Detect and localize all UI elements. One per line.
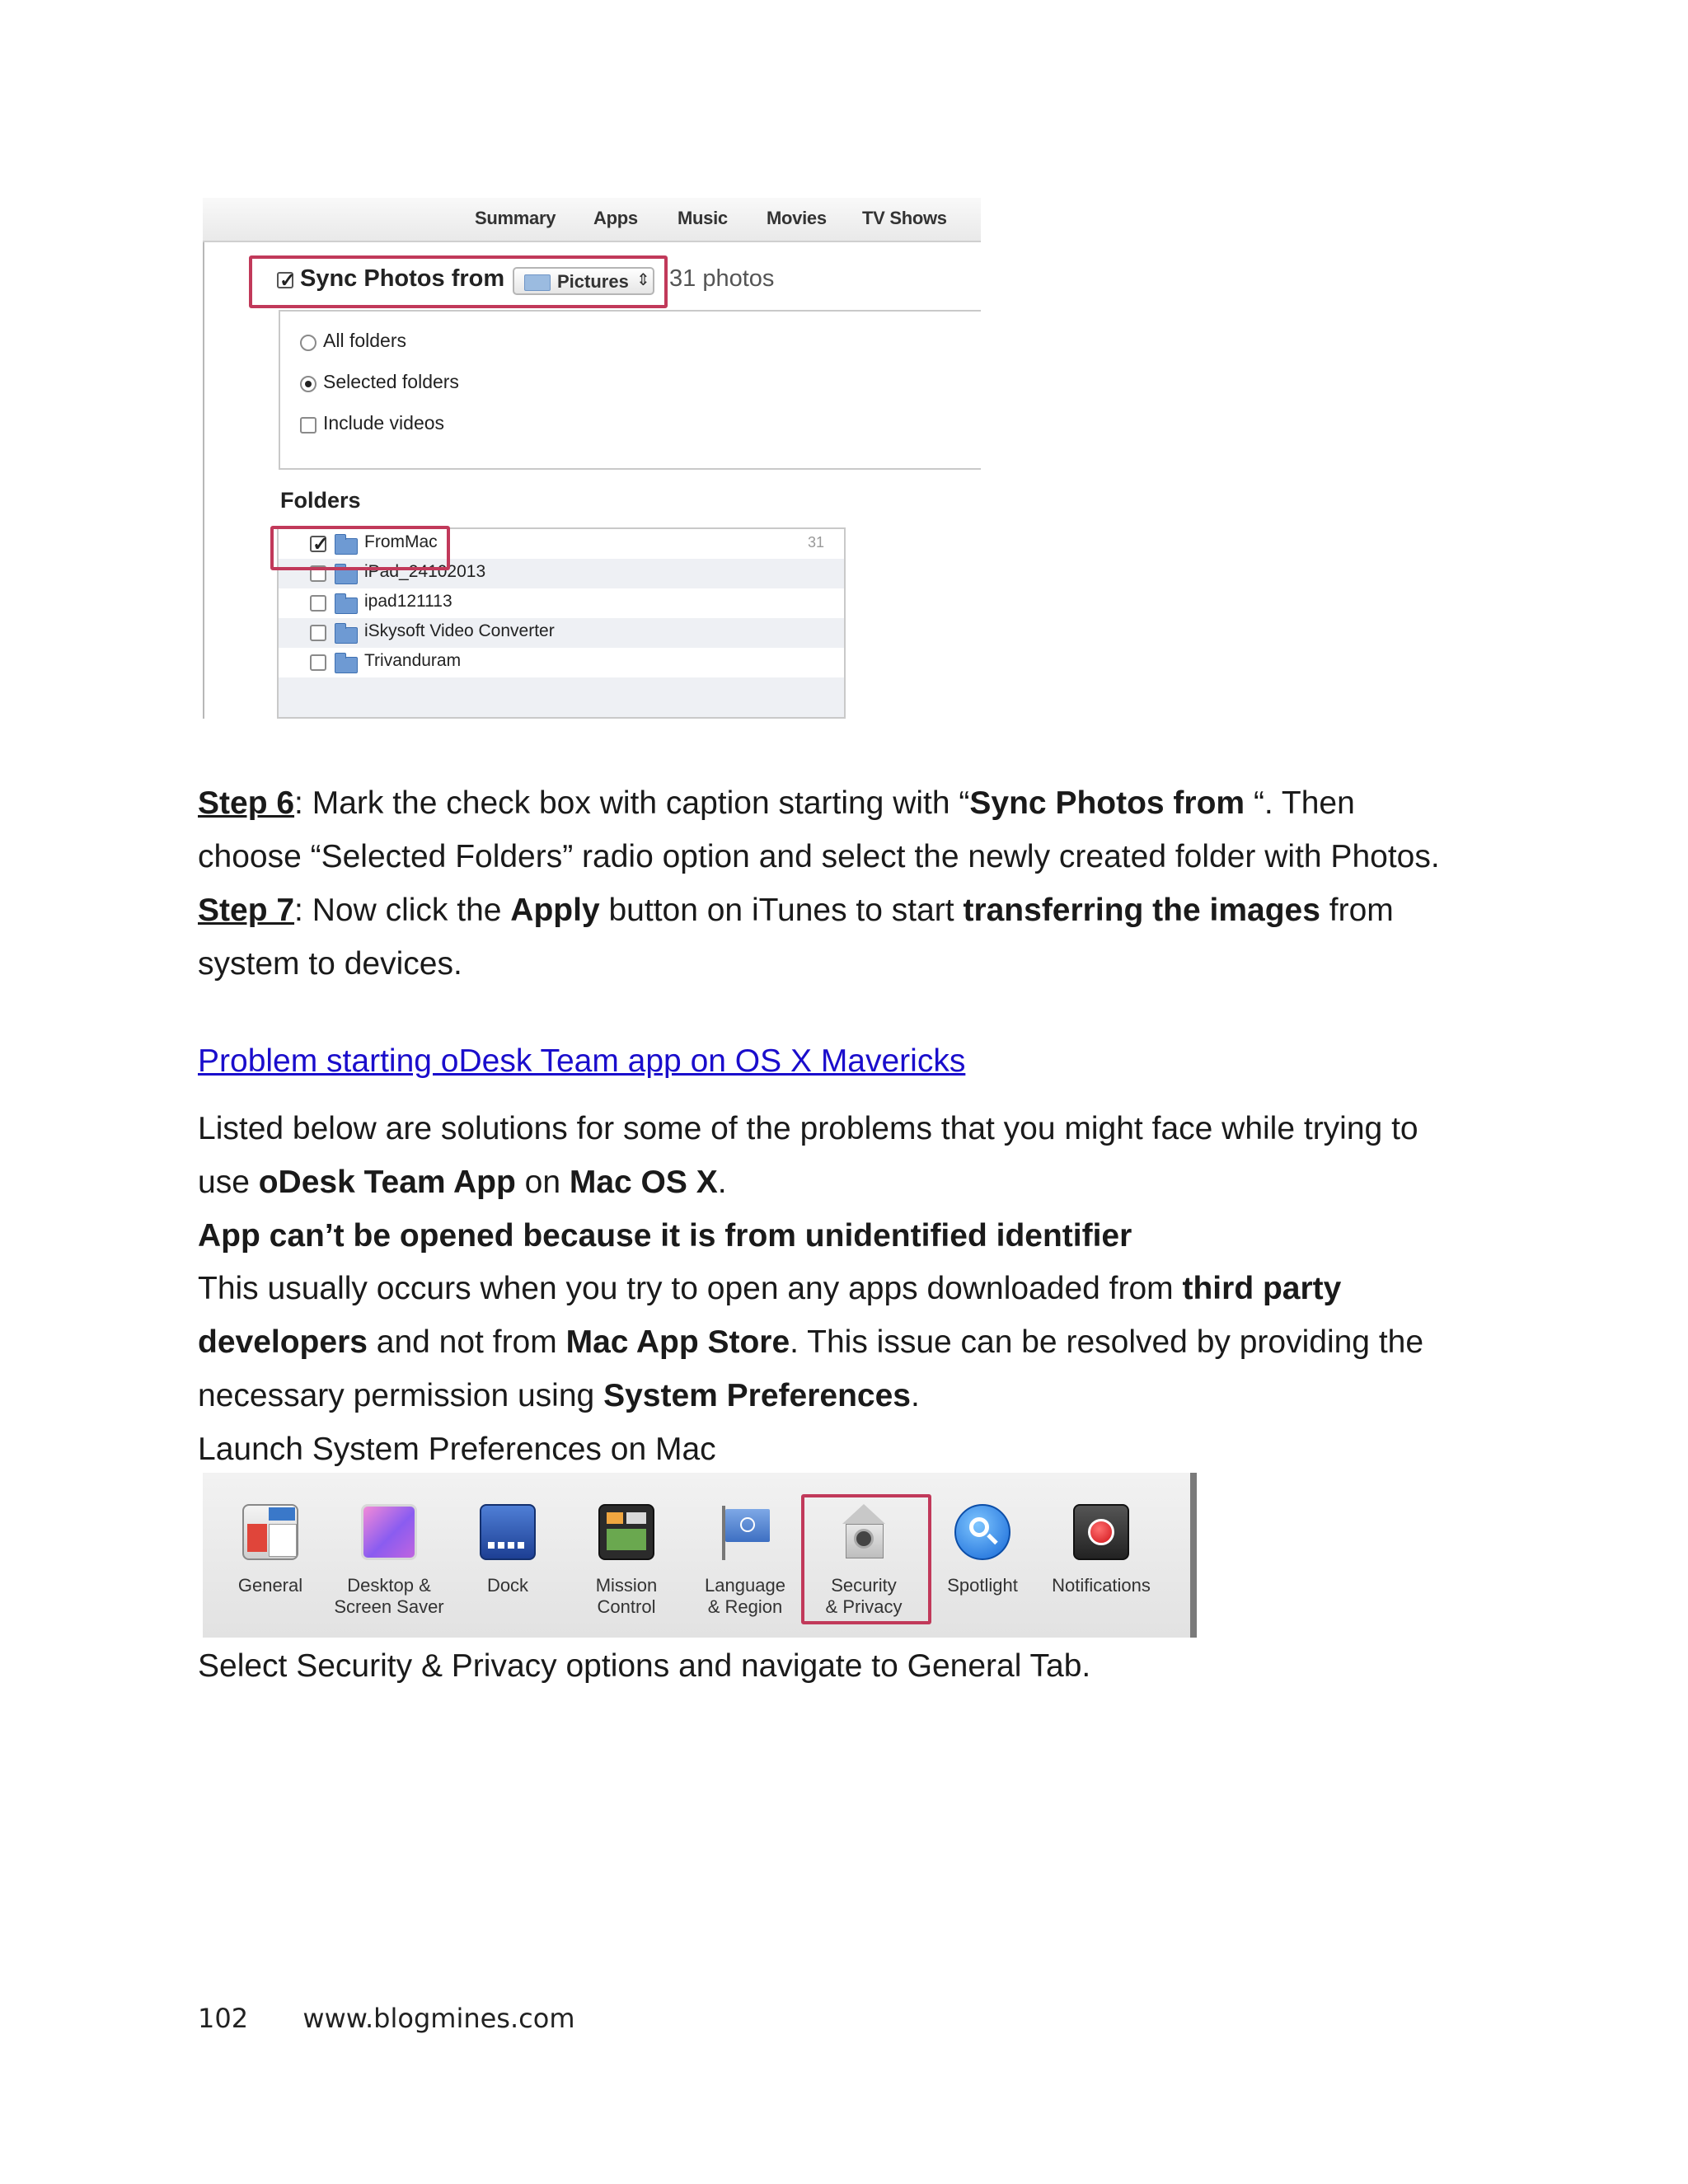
select-security-text: Select Security & Privacy options and navigate to General Tab. — [198, 1648, 1091, 1684]
folder-checkbox[interactable] — [310, 595, 326, 612]
itunes-photos-screenshot — [203, 198, 981, 719]
sync-photos-label: Sync Photos from — [300, 265, 505, 292]
desktop-icon — [361, 1504, 417, 1560]
tab-music[interactable]: Music — [678, 208, 728, 228]
tab-summary[interactable]: Summary — [475, 208, 556, 228]
highlight-security-privacy — [801, 1494, 931, 1624]
pref-label: Security & Privacy — [825, 1575, 903, 1617]
pictures-folder-icon — [524, 274, 551, 291]
bold-run: transferring the images — [963, 893, 1320, 928]
text-run: : Mark the check box with caption starting with “ — [294, 785, 970, 821]
pref-label: Language & Region — [705, 1575, 785, 1617]
text-run: use — [198, 1165, 259, 1200]
radio-all-folders[interactable] — [300, 335, 316, 351]
folder-name: FromMac — [364, 532, 438, 551]
step7-line1 — [198, 892, 1394, 930]
para2-line3 — [198, 1377, 920, 1415]
step7-line2: system to devices. — [198, 946, 462, 982]
subheading: App can’t be opened because it is from unidentified identifier — [198, 1218, 1132, 1254]
photo-count: 31 photos — [669, 265, 775, 292]
pref-desktop-screen-saver[interactable] — [331, 1473, 447, 1638]
bold-run: System Preferences — [603, 1378, 911, 1413]
folder-row-ipad121113[interactable] — [279, 588, 844, 618]
pref-notifications[interactable] — [1043, 1473, 1159, 1638]
para2-line2 — [198, 1324, 1423, 1361]
notifications-icon — [1073, 1504, 1129, 1560]
step6-line2: choose “Selected Folders” radio option and select the newly created folder with Photos. — [198, 839, 1440, 874]
folder-name: iPad_24102013 — [364, 562, 486, 581]
sync-photos-checkbox[interactable] — [277, 272, 293, 288]
pref-label: Desktop & Screen Saver — [334, 1575, 444, 1617]
step7-label: Step 7 — [198, 893, 295, 928]
odesk-mavericks-link[interactable]: Problem starting oDesk Team app on OS X Mavericks — [198, 1043, 966, 1079]
include-videos-checkbox[interactable] — [300, 417, 316, 434]
text-run: and not from — [367, 1324, 566, 1360]
folder-checkbox[interactable] — [310, 625, 326, 641]
highlight-frommac — [270, 526, 450, 570]
bold-run: oDesk Team App — [258, 1165, 516, 1200]
bold-run: Mac App Store — [565, 1324, 790, 1360]
option-all-folders: All folders — [323, 330, 406, 351]
pref-mission-control[interactable] — [569, 1473, 684, 1638]
tab-movies[interactable]: Movies — [767, 208, 827, 228]
tab-tv-shows[interactable]: TV Shows — [862, 208, 947, 228]
pref-language-region[interactable] — [687, 1473, 803, 1638]
pref-label: Spotlight — [947, 1575, 1018, 1596]
bold-run: Sync Photos from — [969, 785, 1245, 821]
step6-label: Step 6 — [198, 785, 295, 821]
spotlight-magnifier-icon — [954, 1504, 1010, 1560]
general-icon — [242, 1504, 298, 1560]
footer-site: www.blogmines.com — [302, 2003, 575, 2034]
bold-run: Apply — [510, 893, 600, 928]
text-run: This usually occurs when you try to open any apps downloaded from — [198, 1271, 1183, 1306]
text-run: from — [1320, 893, 1394, 928]
option-selected-folders: Selected folders — [323, 371, 459, 392]
pref-label: Notifications — [1052, 1575, 1151, 1596]
para1-line2 — [198, 1164, 727, 1202]
pictures-select[interactable] — [513, 267, 654, 295]
page-footer — [198, 2003, 574, 2034]
window-edge — [1190, 1473, 1197, 1638]
text-run: . — [910, 1378, 920, 1413]
tab-apps[interactable]: Apps — [593, 208, 638, 228]
option-include-videos: Include videos — [323, 412, 445, 434]
page-number: 102 — [198, 2003, 249, 2034]
bold-run: developers — [198, 1324, 368, 1360]
mission-control-icon — [598, 1504, 654, 1560]
language-flag-icon — [717, 1504, 773, 1560]
text-run: on — [515, 1165, 570, 1200]
folder-name: Trivanduram — [364, 651, 462, 670]
itunes-tab-bar — [203, 198, 981, 242]
step6-line1 — [198, 785, 1355, 823]
folder-icon — [335, 598, 358, 614]
text-run: button on iTunes to start — [599, 893, 964, 928]
folder-row-trivanduram[interactable] — [279, 648, 844, 677]
pref-label: General — [237, 1575, 303, 1596]
bold-run: third party — [1182, 1271, 1342, 1306]
folder-row-iskysoft[interactable] — [279, 618, 844, 648]
text-run: . — [717, 1165, 727, 1200]
text-run: . This issue can be resolved by providing the — [790, 1324, 1424, 1360]
pref-label: Mission Control — [595, 1575, 658, 1617]
folder-row-empty — [279, 677, 844, 717]
system-preferences-screenshot — [203, 1473, 1197, 1638]
para1-line1: Listed below are solutions for some of the problems that you might face while trying to — [198, 1111, 1418, 1146]
folder-icon — [335, 568, 358, 584]
text-run: “. Then — [1245, 785, 1355, 821]
para2-line1 — [198, 1270, 1341, 1308]
pref-label: Dock — [486, 1575, 529, 1596]
select-arrows-icon: ⇕ — [636, 271, 650, 289]
pref-general[interactable] — [213, 1473, 328, 1638]
bold-run: Mac OS X — [569, 1165, 718, 1200]
pref-dock[interactable] — [450, 1473, 565, 1638]
folder-count: 31 — [808, 534, 825, 551]
window-edge — [203, 198, 204, 719]
text-run: necessary permission using — [198, 1378, 604, 1413]
text-run: : Now click the — [294, 893, 511, 928]
folder-icon — [335, 657, 358, 673]
radio-selected-folders[interactable] — [300, 376, 316, 392]
folders-heading: Folders — [280, 488, 361, 513]
folder-name: iSkysoft Video Converter — [364, 621, 555, 640]
folder-name: ipad121113 — [364, 592, 452, 611]
pref-spotlight[interactable] — [925, 1473, 1040, 1638]
dock-icon — [480, 1504, 536, 1560]
folder-checkbox[interactable] — [310, 654, 326, 671]
pictures-select-value: Pictures — [557, 271, 629, 292]
launch-prefs-text: Launch System Preferences on Mac — [198, 1432, 716, 1467]
folder-icon — [335, 627, 358, 644]
